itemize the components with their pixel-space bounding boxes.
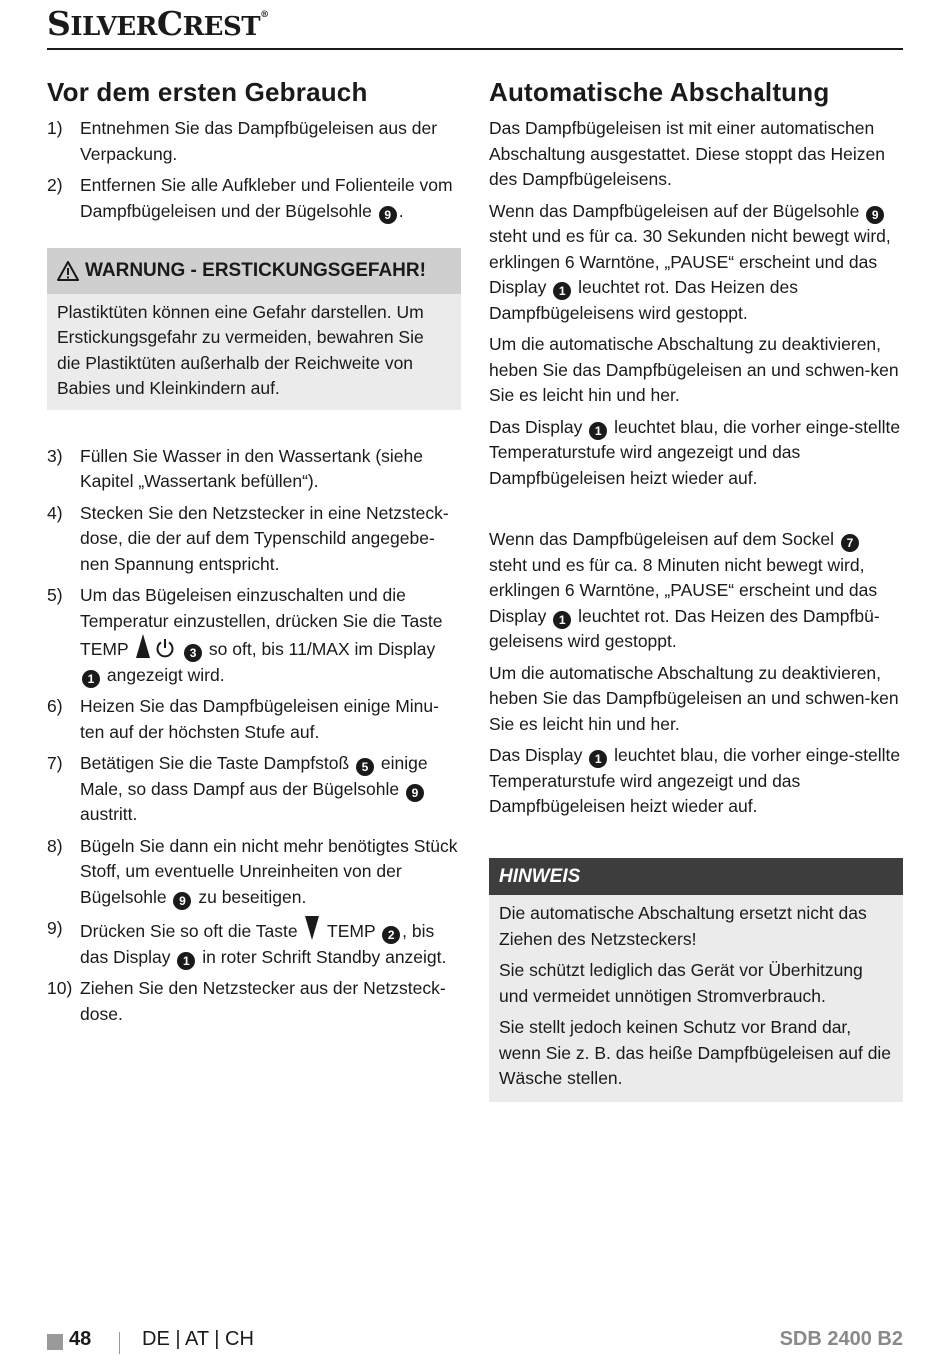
ref-number: 7 — [841, 534, 859, 552]
paragraph: Das Display 1 leuchtet blau, die vorher einge-stellte Temperaturstufe wird angezeigt und das Dampfbügeleisen heizt wieder auf. — [489, 416, 901, 488]
list-item: 9) Drücken Sie so oft die Taste TEMP 2 , bis das Display 1 in roter Schrift Standby anzeigt. — [47, 918, 447, 968]
section-title-first-use: Vor dem ersten Gebrauch — [47, 77, 368, 107]
ref-number: 1 — [553, 611, 571, 629]
list-item: 2) Entfernen Sie alle Aufkleber und Folienteile vom Dampfbügeleisen und der Bügelsohle 9 . — [47, 175, 453, 222]
ref-number: 1 — [177, 952, 195, 970]
model-number: SDB 2400 B2 — [779, 1328, 903, 1350]
list-item: 7) Betätigen Sie die Taste Dampfstoß 5 einige Male, so dass Dampf aus der Bügelsohle 9 austritt. — [47, 753, 428, 824]
paragraph: Wenn das Dampfbügeleisen auf der Bügelsohle 9 steht und es für ca. 30 Sekunden nicht bewegt wird, erklingen 6 Warntöne, „PAUSE“ erscheint und das Display 1 leuchtet rot. Das Heizen des Dampfbügeleisens wird gestoppt. — [489, 200, 891, 323]
note-text: Sie stellt jedoch keinen Schutz vor Brand dar, wenn Sie z. B. das heiße Dampfbügeleisen auf die Wäsche stellen. — [499, 1017, 892, 1088]
ref-number: 1 — [82, 670, 100, 688]
footer-square — [47, 1334, 63, 1350]
ref-number: 9 — [406, 784, 424, 802]
triangle-down-icon — [305, 916, 319, 940]
note-header: HINWEIS — [489, 858, 903, 896]
warning-triangle-icon — [57, 261, 79, 281]
country-codes: DE | AT | CH — [142, 1328, 254, 1350]
section-title-auto-off: Automatische Abschaltung — [489, 77, 830, 107]
page-number: 48 — [69, 1328, 92, 1350]
note-text: Die automatische Abschaltung ersetzt nicht das Ziehen des Netzsteckers! — [499, 903, 867, 949]
list-item: 5) Um das Bügeleisen einzuschalten und die Temperatur einzustellen, drücken Sie die Taste TEMP 3 so oft, bis 11/MAX im Display 1 angezeigt wird. — [47, 585, 443, 686]
ref-number: 3 — [184, 644, 202, 662]
list-item: 6) Heizen Sie das Dampfbügeleisen einige Minu-ten auf der höchsten Stufe auf. — [47, 696, 439, 742]
note-text: Sie schützt lediglich das Gerät vor Überhitzung und vermeidet unnötigen Stromverbrauch. — [499, 960, 863, 1006]
warning-text: Plastiktüten können eine Gefahr darstellen. Um Erstickungsgefahr zu vermeiden, bewahren Sie die Plastiktüten außerhalb der Reichweite von Babies und Kleinkindern auf. — [57, 301, 424, 398]
brand-logo: SILVERCREST® — [47, 4, 269, 43]
power-icon — [155, 638, 175, 658]
ref-number: 9 — [379, 206, 397, 224]
paragraph: Um die automatische Abschaltung zu deaktivieren, heben Sie das Dampfbügeleisen an und schwen-ken Sie es leicht hin und her. — [489, 334, 899, 405]
warning-box — [47, 248, 461, 410]
header-rule — [47, 48, 903, 50]
paragraph: Um die automatische Abschaltung zu deaktivieren, heben Sie das Dampfbügeleisen an und schwen-ken Sie es leicht hin und her. — [489, 662, 899, 734]
paragraph: Das Dampfbügeleisen ist mit einer automatischen Abschaltung ausgestattet. Diese stoppt das Heizen des Dampfbügeleisens. — [489, 118, 885, 189]
footer-divider — [119, 1332, 120, 1354]
left-column — [47, 76, 461, 1033]
paragraph: Wenn das Dampfbügeleisen auf dem Sockel 7 steht und es für ca. 8 Minuten nicht bewegt wird, erklingen 6 Warntöne, „PAUSE“ erscheint und das Display 1 leuchtet rot. Das Heizen des Dampfbü-geleisens wird gestoppt. — [489, 529, 880, 651]
ref-number: 9 — [173, 892, 191, 910]
triangle-up-icon — [136, 634, 150, 658]
ref-number: 1 — [553, 282, 571, 300]
list-item: 4) Stecken Sie den Netzstecker in eine Netzsteck-dose, die der auf dem Typenschild angegebe-nen Spannung entspricht. — [47, 502, 449, 574]
ref-number: 9 — [866, 206, 884, 224]
note-box — [489, 858, 903, 1102]
ref-number: 1 — [589, 750, 607, 768]
warning-title: WARNUNG - ERSTICKUNGSGEFAHR! — [85, 260, 426, 281]
ref-number: 5 — [356, 758, 374, 776]
list-item: 8) Bügeln Sie dann ein nicht mehr benötigtes Stück Stoff, um eventuelle Unreinheiten von der Bügelsohle 9 zu beseitigen. — [47, 835, 458, 908]
page-footer — [47, 1328, 903, 1358]
paragraph: Das Display 1 leuchtet blau, die vorher einge-stellte Temperaturstufe wird angezeigt und das Dampfbügeleisen heizt wieder auf. — [489, 745, 901, 816]
ref-number: 1 — [589, 422, 607, 440]
list-item: 1) Entnehmen Sie das Dampfbügeleisen aus der Verpackung. — [47, 118, 438, 164]
list-item: 10) Ziehen Sie den Netzstecker aus der Netzsteck-dose. — [47, 978, 446, 1024]
warning-header — [47, 248, 461, 294]
ref-number: 2 — [382, 926, 400, 944]
list-item: 3) Füllen Sie Wasser in den Wassertank (siehe Kapitel „Wassertank befüllen“). — [47, 445, 424, 491]
right-column — [489, 76, 903, 1102]
